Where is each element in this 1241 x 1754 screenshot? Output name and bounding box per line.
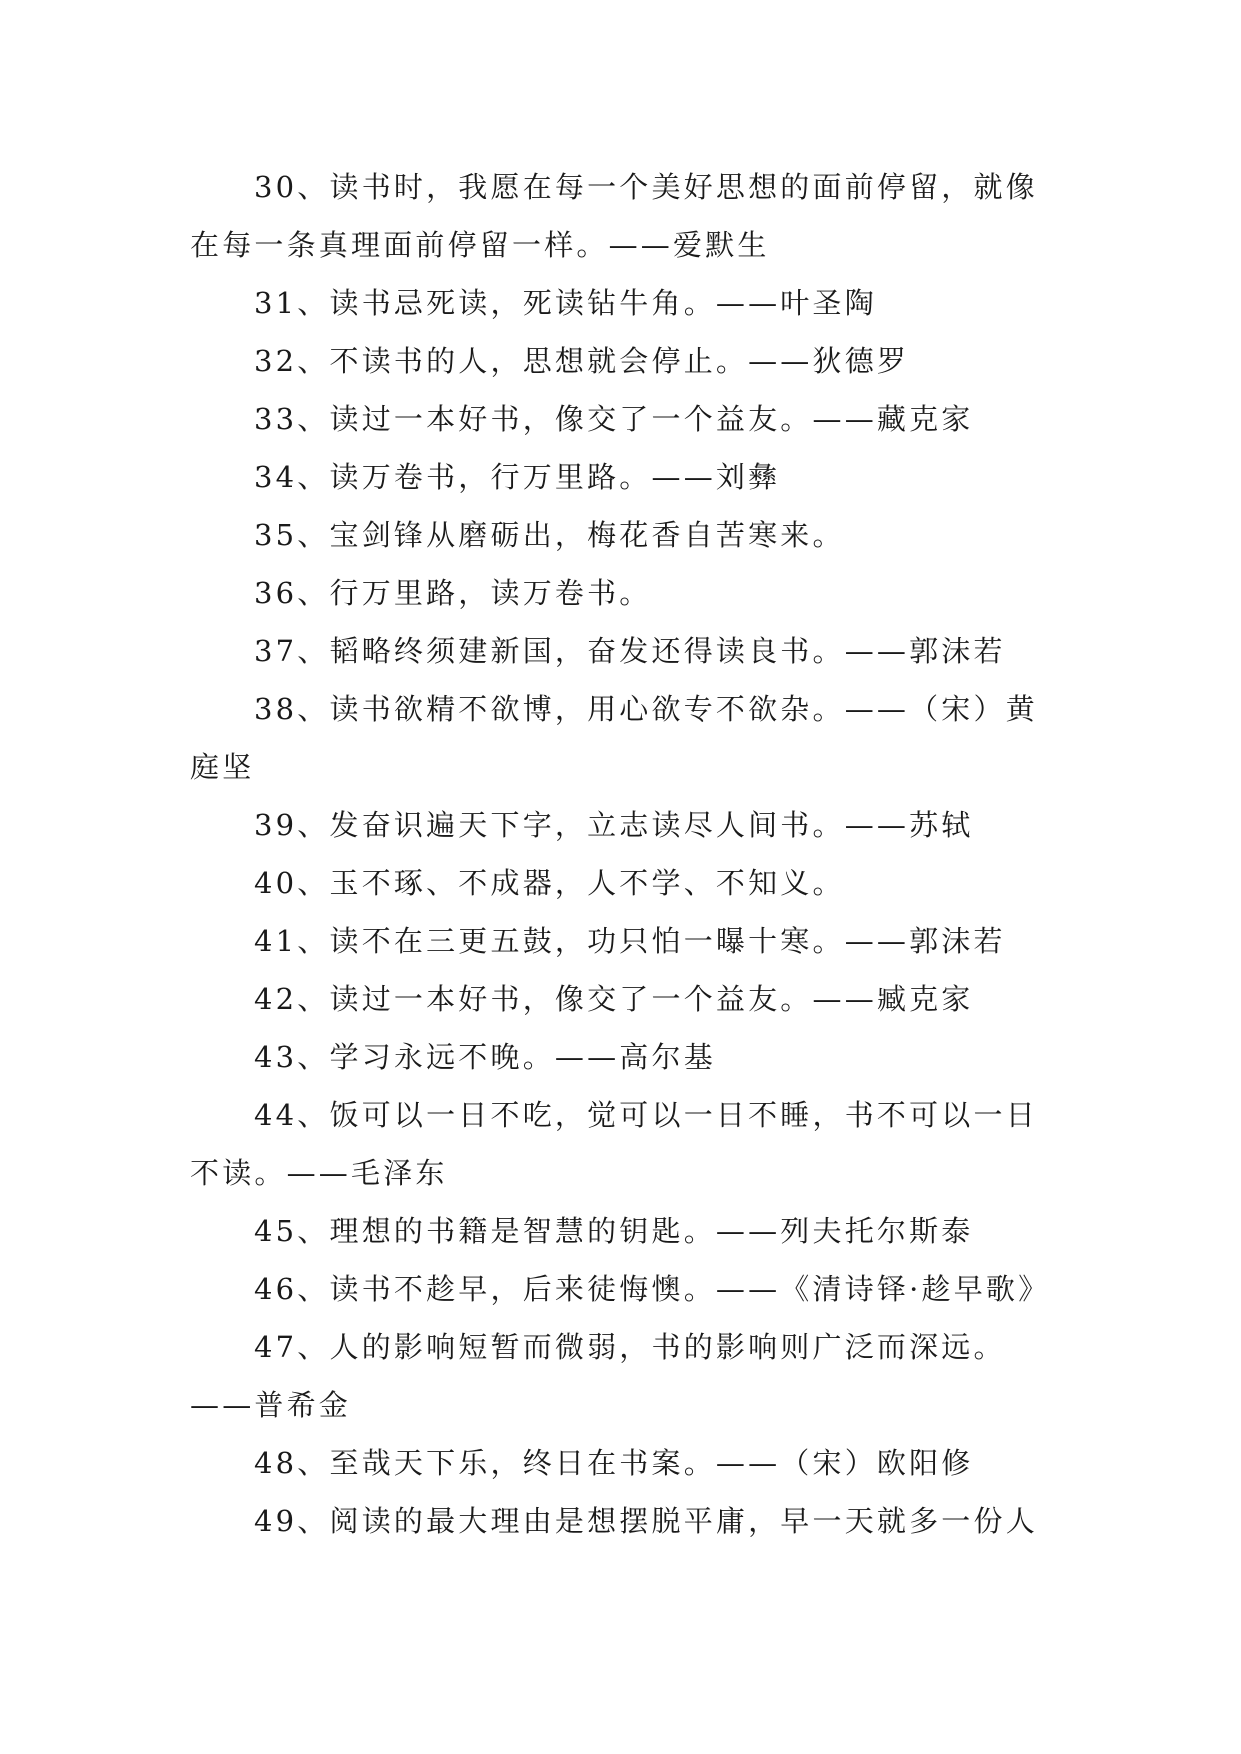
quote-35: 35、宝剑锋从磨砺出，梅花香自苦寒来。: [254, 518, 845, 552]
quote-38: 38、读书欲精不欲博，用心欲专不欲杂。——（宋）黄庭坚: [190, 692, 1038, 784]
quote-48: 48、至哉天下乐，终日在书案。——（宋）欧阳修: [254, 1446, 974, 1480]
quote-31: 31、读书忌死读，死读钻牛角。——叶圣陶: [254, 286, 877, 320]
quote-44: 44、饭可以一日不吃，觉可以一日不睡，书不可以一日不读。——毛泽东: [190, 1098, 1038, 1190]
document-page: [190, 158, 1055, 1550]
quote-32: 32、不读书的人，思想就会停止。——狄德罗: [254, 344, 910, 378]
quote-33: 33、读过一本好书，像交了一个益友。——藏克家: [254, 402, 974, 436]
quote-30: 30、读书时，我愿在每一个美好思想的面前停留，就像在每一条真理面前停留一样。——爱默生: [190, 170, 1038, 262]
quote-37: 37、韬略终须建新国，奋发还得读良书。——郭沫若: [254, 634, 1006, 668]
quote-42: 42、读过一本好书，像交了一个益友。——臧克家: [254, 982, 974, 1016]
quote-41: 41、读不在三更五鼓，功只怕一曝十寒。——郭沫若: [254, 924, 1006, 958]
quote-36: 36、行万里路，读万卷书。: [254, 576, 652, 610]
quote-43: 43、学习永远不晚。——高尔基: [254, 1040, 716, 1074]
quote-34: 34、读万卷书，行万里路。——刘彝: [254, 460, 781, 494]
quote-40: 40、玉不琢、不成器，人不学、不知义。: [254, 866, 845, 900]
quote-39: 39、发奋识遍天下字，立志读尽人间书。——苏轼: [254, 808, 974, 842]
quote-45: 45、理想的书籍是智慧的钥匙。——列夫托尔斯泰: [254, 1214, 974, 1248]
quote-47: 47、人的影响短暂而微弱，书的影响则广泛而深远。——普希金: [190, 1330, 1006, 1422]
quote-49: 49、阅读的最大理由是想摆脱平庸，早一天就多一份人: [254, 1504, 1038, 1538]
quote-46: 46、读书不趁早，后来徒悔懊。——《清诗铎·趁早歌》: [254, 1272, 1051, 1306]
